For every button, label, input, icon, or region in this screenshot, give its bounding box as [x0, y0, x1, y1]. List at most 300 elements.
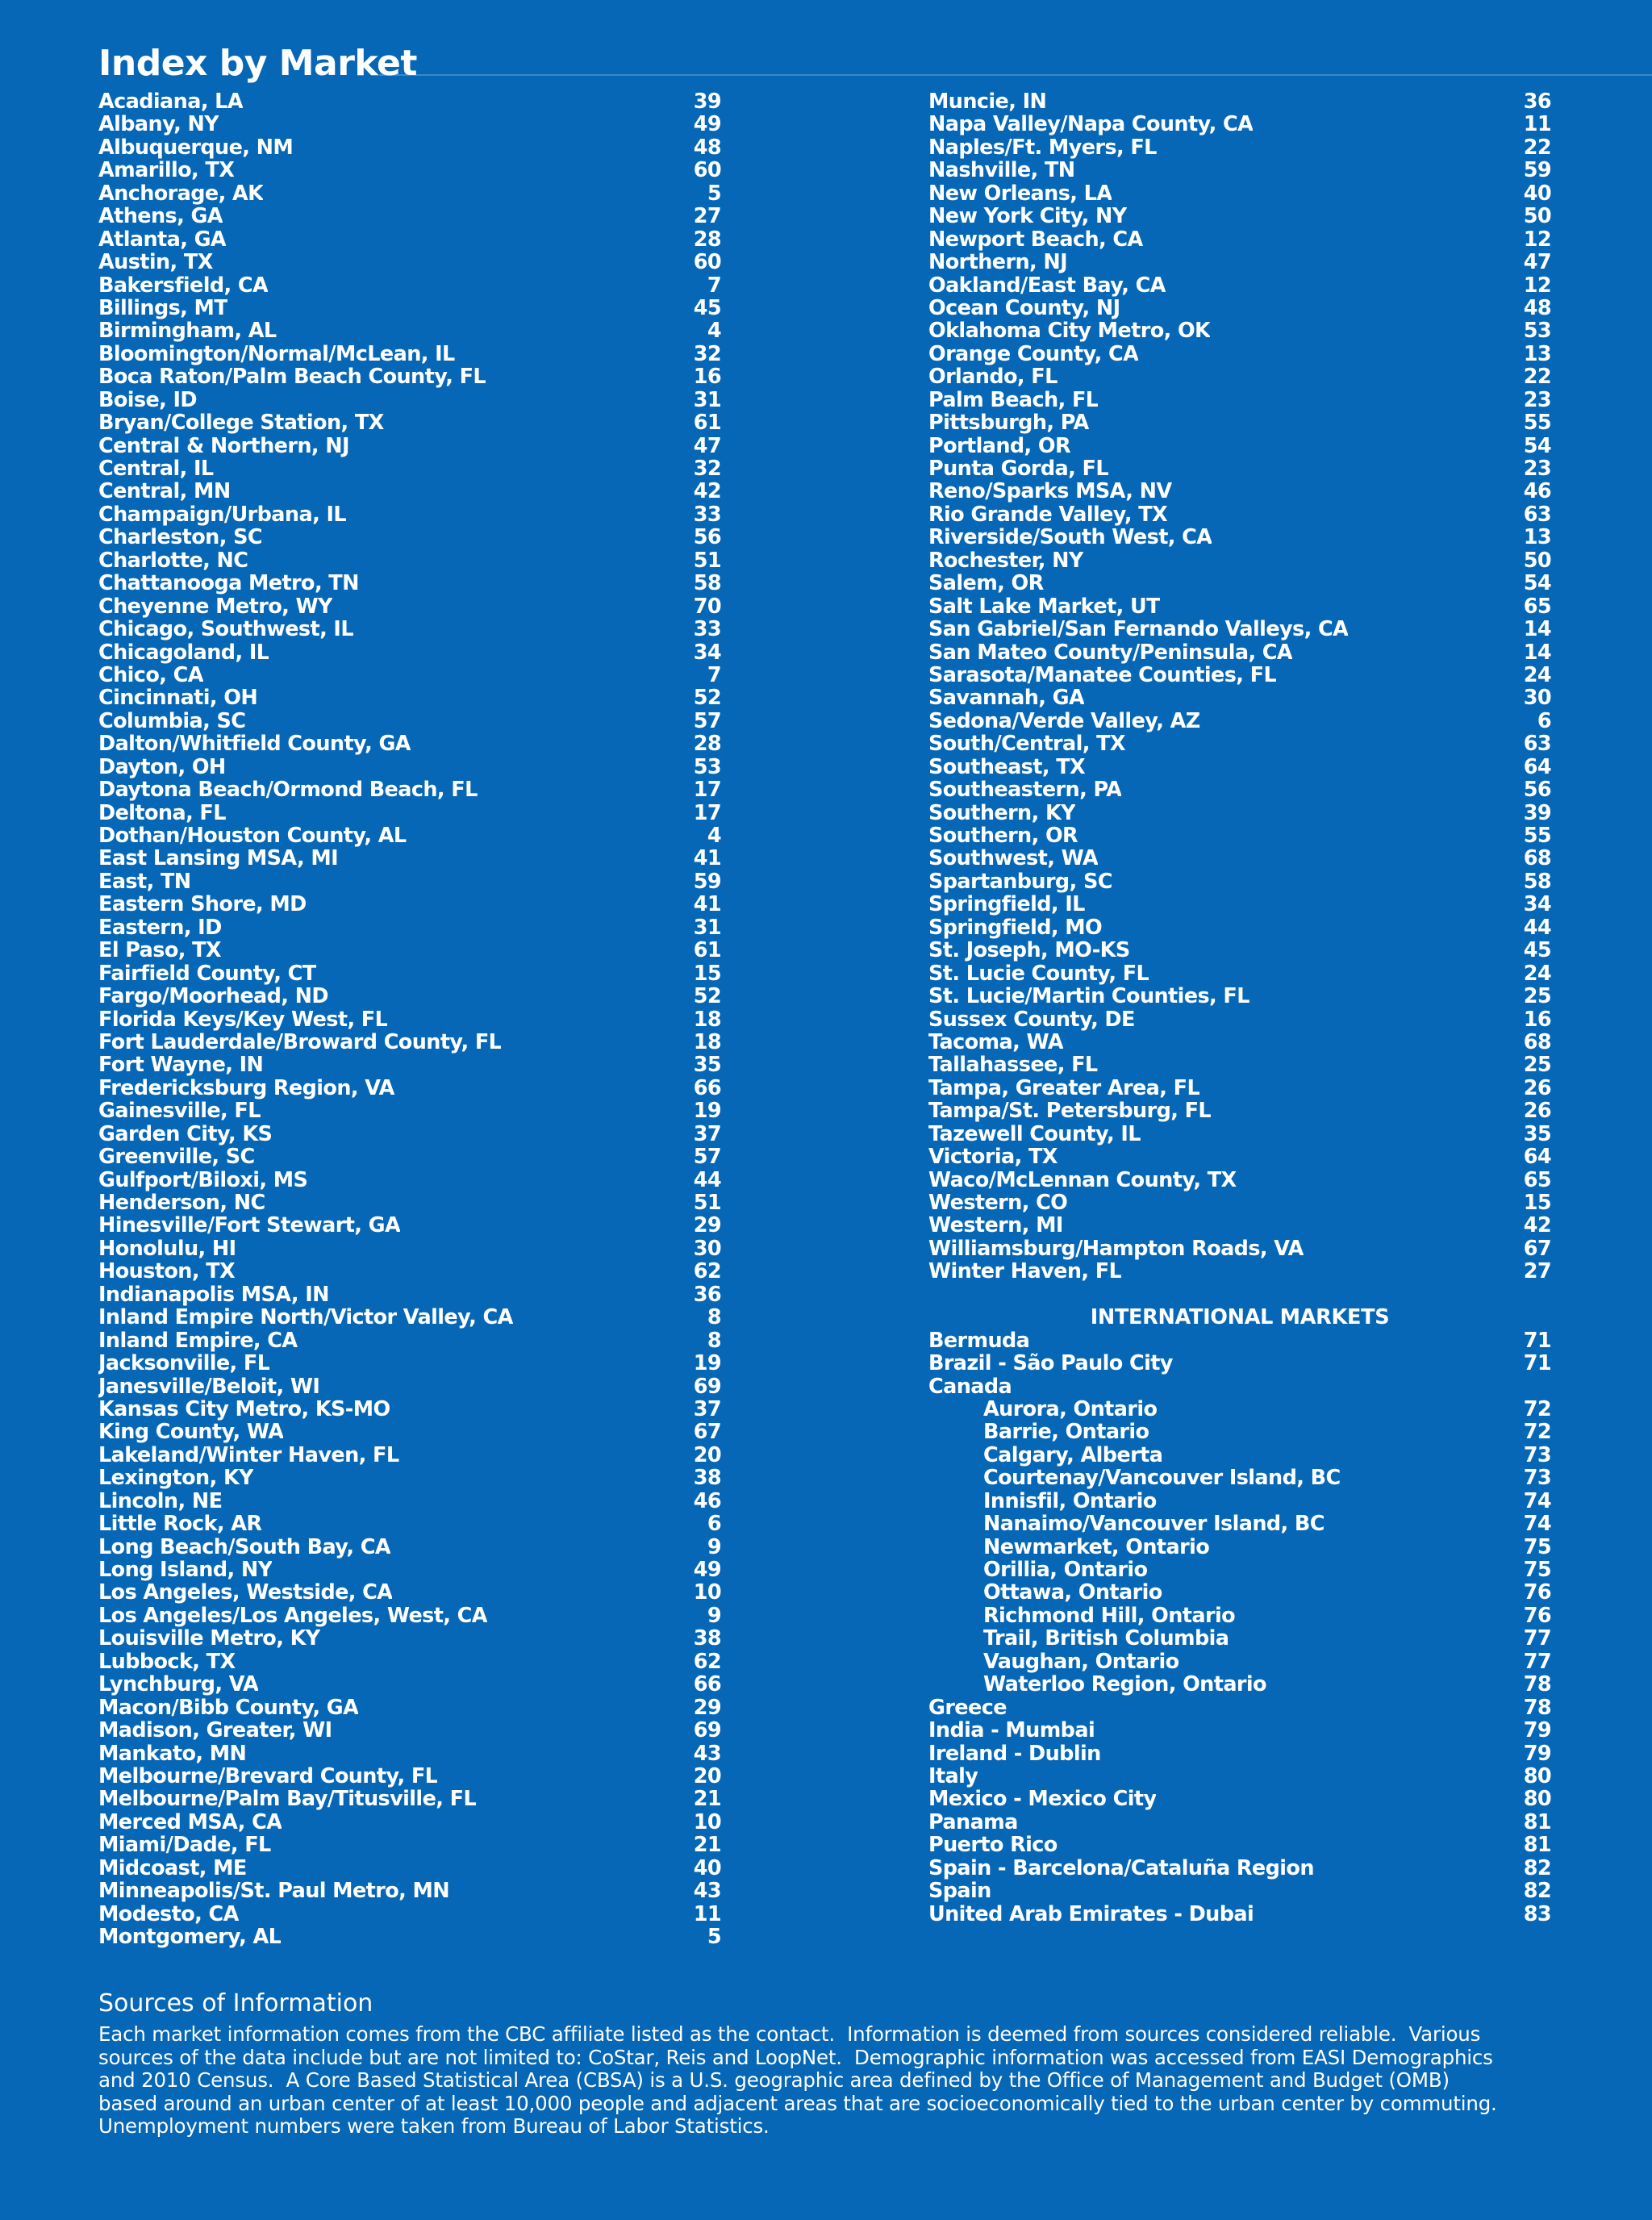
- market-page-number: 20: [693, 1442, 721, 1467]
- market-page-number: 32: [693, 341, 721, 366]
- market-row: [98, 893, 721, 916]
- market-row: [928, 847, 1551, 870]
- market-row: [98, 182, 721, 205]
- sub-market-row: [928, 1444, 1551, 1467]
- market-row: [98, 1650, 721, 1673]
- market-name: Inland Empire, CA: [98, 1329, 298, 1353]
- market-row: [98, 274, 721, 297]
- market-row: [98, 778, 721, 801]
- market-page-number: 78: [1523, 1695, 1551, 1720]
- market-row: [928, 182, 1551, 205]
- market-name: King County, WA: [98, 1421, 284, 1444]
- market-page-number: 24: [1523, 662, 1551, 687]
- market-name: Greece: [928, 1696, 1007, 1720]
- market-row: [98, 1444, 721, 1467]
- market-page-number: 62: [693, 1259, 721, 1284]
- market-page-number: 16: [693, 365, 721, 390]
- market-page-number: 33: [693, 502, 721, 527]
- market-page-number: 55: [1523, 824, 1551, 848]
- sources-title: Sources of Information: [98, 1989, 373, 2018]
- market-name: New York City, NY: [928, 205, 1127, 228]
- market-name: Tacoma, WA: [928, 1030, 1064, 1054]
- market-page-number: 80: [1523, 1787, 1551, 1812]
- market-page-number: 35: [693, 1053, 721, 1078]
- market-page-number: 60: [693, 250, 721, 275]
- market-row: [928, 159, 1551, 182]
- market-row: [98, 1329, 721, 1352]
- market-name: Central, MN: [98, 480, 231, 503]
- market-row: [928, 1903, 1551, 1926]
- market-row: [98, 549, 721, 572]
- market-page-number: 23: [1523, 387, 1551, 412]
- market-row: [98, 1283, 721, 1306]
- market-page-number: 22: [1523, 365, 1551, 390]
- market-row: [98, 343, 721, 365]
- market-row: [98, 503, 721, 526]
- market-name: St. Lucie County, FL: [928, 962, 1149, 986]
- sub-market-row: [928, 1490, 1551, 1513]
- market-name: Birmingham, AL: [98, 319, 277, 343]
- market-row: [98, 686, 721, 709]
- market-row: [98, 1260, 721, 1283]
- market-page-number: 82: [1523, 1855, 1551, 1880]
- market-row: [928, 1375, 1551, 1398]
- market-row: [928, 1031, 1551, 1054]
- market-row: [928, 1169, 1551, 1191]
- sources-line: based around an urban center of at least 10,000 people and adjacent areas that are socioeconomically tied to the urban center by commuting.: [98, 2091, 1497, 2115]
- market-name: Cheyenne Metro, WY: [98, 595, 332, 619]
- market-row: [98, 1398, 721, 1421]
- market-page-number: 27: [1523, 1259, 1551, 1284]
- market-page-number: 57: [693, 1145, 721, 1170]
- market-row: [928, 457, 1551, 480]
- market-row: [98, 1191, 721, 1214]
- market-page-number: 65: [1523, 594, 1551, 619]
- market-name: Trail, British Columbia: [983, 1627, 1229, 1650]
- market-name: Williamsburg/Hampton Roads, VA: [928, 1237, 1304, 1261]
- market-row: [98, 1880, 721, 1902]
- market-row: [98, 1719, 721, 1742]
- market-page-number: 79: [1523, 1741, 1551, 1766]
- market-row: [928, 1237, 1551, 1260]
- market-name: Napa Valley/Napa County, CA: [928, 113, 1254, 136]
- market-page-number: 11: [693, 1901, 721, 1926]
- market-name: Spartanburg, SC: [928, 870, 1112, 894]
- market-name: Newport Beach, CA: [928, 227, 1143, 252]
- market-row: [928, 136, 1551, 159]
- market-page-number: 74: [1523, 1488, 1551, 1513]
- market-row: [928, 664, 1551, 686]
- market-name: Central & Northern, NJ: [98, 434, 349, 457]
- market-row: [98, 1765, 721, 1788]
- market-row: [98, 251, 721, 273]
- market-name: Central, IL: [98, 457, 214, 481]
- market-name: Lubbock, TX: [98, 1650, 236, 1674]
- market-row: [98, 824, 721, 847]
- market-name: Kansas City Metro, KS-MO: [98, 1397, 390, 1421]
- market-row: [928, 1788, 1551, 1810]
- us-markets-continued: [928, 90, 1551, 1283]
- market-page-number: 29: [693, 1213, 721, 1238]
- market-name: Madison, Greater, WI: [98, 1719, 332, 1742]
- market-page-number: 51: [693, 548, 721, 573]
- market-page-number: 69: [693, 1718, 721, 1743]
- market-row: [928, 1145, 1551, 1168]
- market-page-number: 44: [693, 1167, 721, 1192]
- market-page-number: 49: [693, 112, 721, 137]
- market-name: Lynchburg, VA: [98, 1673, 259, 1696]
- market-row: [928, 802, 1551, 824]
- market-name: Florida Keys/Key West, FL: [98, 1008, 388, 1031]
- market-row: [928, 1696, 1551, 1719]
- market-row: [928, 1260, 1551, 1283]
- market-page-number: 45: [1523, 938, 1551, 963]
- market-name: Winter Haven, FL: [928, 1260, 1122, 1283]
- market-page-number: 56: [1523, 778, 1551, 803]
- market-row: [98, 756, 721, 778]
- market-page-number: 7: [707, 273, 721, 298]
- market-row: [928, 297, 1551, 319]
- market-page-number: 63: [1523, 732, 1551, 757]
- market-page-number: 29: [693, 1695, 721, 1720]
- market-row: [928, 411, 1551, 434]
- market-page-number: 68: [1523, 846, 1551, 871]
- market-name: Southwest, WA: [928, 847, 1099, 870]
- market-page-number: 43: [693, 1879, 721, 1904]
- market-page-number: 39: [693, 90, 721, 114]
- market-row: [98, 1077, 721, 1100]
- market-name: Mexico - Mexico City: [928, 1788, 1157, 1811]
- market-row: [98, 1604, 721, 1627]
- market-page-number: 64: [1523, 754, 1551, 779]
- market-page-number: 75: [1523, 1558, 1551, 1582]
- market-name: Albany, NY: [98, 113, 219, 136]
- market-row: [928, 710, 1551, 732]
- market-row: [928, 503, 1551, 526]
- market-page-number: 37: [693, 1396, 721, 1421]
- market-name: Lincoln, NE: [98, 1489, 223, 1513]
- market-name: Dayton, OH: [98, 755, 226, 779]
- market-name: Fort Lauderdale/Broward County, FL: [98, 1030, 502, 1054]
- market-name: Ottawa, Ontario: [983, 1581, 1162, 1604]
- sub-market-row: [928, 1536, 1551, 1559]
- market-row: [98, 802, 721, 824]
- market-row: [98, 1513, 721, 1535]
- market-name: Daytona Beach/Ormond Beach, FL: [98, 778, 478, 802]
- market-page-number: 74: [1523, 1512, 1551, 1537]
- market-row: [98, 113, 721, 136]
- market-row: [98, 1857, 721, 1880]
- market-name: Spain - Barcelona/Cataluña Region: [928, 1856, 1314, 1880]
- market-page-number: 17: [693, 800, 721, 825]
- market-page-number: 49: [693, 1558, 721, 1582]
- market-page-number: 79: [1523, 1718, 1551, 1743]
- market-name: Salt Lake Market, UT: [928, 595, 1160, 619]
- market-row: [98, 1559, 721, 1581]
- market-page-number: 41: [693, 892, 721, 917]
- market-page-number: 75: [1523, 1534, 1551, 1559]
- market-page-number: 5: [707, 181, 721, 206]
- market-name: Gulfport/Biloxi, MS: [98, 1168, 308, 1191]
- market-row: [98, 664, 721, 686]
- market-name: Eastern Shore, MD: [98, 893, 307, 916]
- market-name: San Gabriel/San Fernando Valleys, CA: [928, 618, 1349, 641]
- market-row: [98, 962, 721, 985]
- market-page-number: 59: [1523, 158, 1551, 183]
- market-page-number: 15: [1523, 1191, 1551, 1215]
- market-row: [98, 389, 721, 411]
- market-page-number: 39: [1523, 800, 1551, 825]
- market-page-number: 45: [693, 295, 721, 320]
- market-row: [928, 274, 1551, 297]
- market-row: [98, 1742, 721, 1765]
- market-name: Austin, TX: [98, 251, 213, 274]
- market-row: [98, 916, 721, 939]
- market-name: Waterloo Region, Ontario: [983, 1673, 1266, 1696]
- market-name: Hinesville/Fort Stewart, GA: [98, 1214, 401, 1237]
- market-page-number: 18: [693, 1029, 721, 1054]
- market-row: [928, 1329, 1551, 1352]
- market-row: [928, 824, 1551, 847]
- market-page-number: 42: [1523, 1213, 1551, 1238]
- market-name: Salem, OR: [928, 572, 1044, 595]
- market-page-number: 42: [693, 479, 721, 504]
- market-row: [98, 1788, 721, 1810]
- market-row: [98, 319, 721, 342]
- market-page-number: 77: [1523, 1649, 1551, 1674]
- market-page-number: 78: [1523, 1672, 1551, 1697]
- sub-market-row: [928, 1467, 1551, 1489]
- sub-market-row: [928, 1421, 1551, 1443]
- market-row: [928, 1719, 1551, 1742]
- market-page-number: 6: [1537, 708, 1551, 733]
- market-page-number: 67: [693, 1420, 721, 1445]
- market-page-number: 31: [693, 387, 721, 412]
- market-name: Punta Gorda, FL: [928, 457, 1108, 481]
- market-name: Spain: [928, 1880, 991, 1903]
- market-name: Savannah, GA: [928, 686, 1085, 710]
- market-row: [98, 1421, 721, 1443]
- market-name: Indianapolis MSA, IN: [98, 1283, 329, 1307]
- market-name: Newmarket, Ontario: [983, 1535, 1210, 1559]
- market-name: Tampa/St. Petersburg, FL: [928, 1100, 1212, 1123]
- market-row: [98, 595, 721, 618]
- market-row: [928, 870, 1551, 893]
- market-row: [98, 365, 721, 388]
- market-row: [928, 480, 1551, 503]
- market-name: Tampa, Greater Area, FL: [928, 1076, 1200, 1100]
- market-page-number: 36: [1523, 90, 1551, 114]
- market-page-number: 13: [1523, 525, 1551, 550]
- market-name: Mankato, MN: [98, 1742, 247, 1765]
- market-row: [98, 1903, 721, 1926]
- market-page-number: 17: [693, 778, 721, 803]
- market-row: [98, 618, 721, 641]
- market-page-number: 76: [1523, 1580, 1551, 1605]
- sub-market-row: [928, 1398, 1551, 1421]
- market-name: Southeastern, PA: [928, 778, 1122, 802]
- market-page-number: 30: [1523, 686, 1551, 711]
- market-name: Inland Empire North/Victor Valley, CA: [98, 1306, 513, 1329]
- market-page-number: 66: [693, 1672, 721, 1697]
- sources-section: [98, 1988, 1550, 2139]
- market-name: Oakland/East Bay, CA: [928, 273, 1166, 297]
- market-name: Fort Wayne, IN: [98, 1054, 264, 1077]
- market-page-number: 70: [693, 594, 721, 619]
- market-name: Panama: [928, 1810, 1018, 1834]
- market-page-number: 71: [1523, 1328, 1551, 1353]
- market-name: Honolulu, HI: [98, 1237, 236, 1261]
- market-name: Naples/Ft. Myers, FL: [928, 136, 1157, 160]
- market-page-number: 14: [1523, 617, 1551, 642]
- market-name: St. Lucie/Martin Counties, FL: [928, 985, 1249, 1008]
- market-row: [928, 1214, 1551, 1237]
- market-row: [98, 939, 721, 962]
- market-name: Bakersfield, CA: [98, 273, 269, 297]
- market-page-number: 38: [693, 1466, 721, 1491]
- market-page-number: 27: [693, 204, 721, 229]
- market-page-number: 6: [707, 1512, 721, 1537]
- sub-market-row: [928, 1604, 1551, 1627]
- market-row: [98, 1214, 721, 1237]
- market-name: Springfield, MO: [928, 916, 1103, 940]
- market-name: Louisville Metro, KY: [98, 1627, 320, 1650]
- market-name: Long Island, NY: [98, 1559, 273, 1582]
- market-page-number: 31: [693, 915, 721, 940]
- market-page-number: 15: [693, 961, 721, 986]
- market-name: Chattanooga Metro, TN: [98, 572, 359, 595]
- market-row: [98, 1008, 721, 1031]
- market-page-number: 10: [693, 1580, 721, 1605]
- market-page-number: 16: [1523, 1007, 1551, 1032]
- market-page-number: 60: [693, 158, 721, 183]
- market-name: Midcoast, ME: [98, 1856, 247, 1880]
- market-name: Brazil - São Paulo City: [928, 1352, 1173, 1375]
- market-page-number: 24: [1523, 961, 1551, 986]
- market-page-number: 40: [693, 1855, 721, 1880]
- market-name: Rio Grande Valley, TX: [928, 503, 1168, 527]
- market-name: Western, MI: [928, 1214, 1063, 1237]
- market-name: Eastern, ID: [98, 916, 222, 940]
- market-name: Bryan/College Station, TX: [98, 411, 384, 435]
- market-page-number: 50: [1523, 548, 1551, 573]
- market-row: [928, 893, 1551, 916]
- market-name: Reno/Sparks MSA, NV: [928, 480, 1172, 503]
- market-name: Orlando, FL: [928, 365, 1058, 389]
- market-name: Sarasota/Manatee Counties, FL: [928, 663, 1277, 687]
- market-page-number: 66: [693, 1075, 721, 1100]
- market-page-number: 77: [1523, 1626, 1551, 1651]
- market-name: Montgomery, AL: [98, 1926, 282, 1949]
- market-row: [98, 1536, 721, 1559]
- sub-market-row: [928, 1627, 1551, 1650]
- market-name: Columbia, SC: [98, 709, 246, 733]
- market-row: [928, 778, 1551, 801]
- market-name: Calgary, Alberta: [983, 1443, 1163, 1467]
- market-row: [98, 1490, 721, 1513]
- market-row: [928, 1742, 1551, 1765]
- market-row: [928, 1008, 1551, 1031]
- market-name: Miami/Dade, FL: [98, 1834, 271, 1857]
- market-name: Houston, TX: [98, 1260, 236, 1283]
- market-name: Dothan/Houston County, AL: [98, 824, 407, 848]
- market-name: New Orleans, LA: [928, 182, 1112, 206]
- market-name: Acadiana, LA: [98, 90, 243, 114]
- market-page-number: 28: [693, 227, 721, 252]
- market-name: Jacksonville, FL: [98, 1352, 270, 1375]
- market-row: [98, 411, 721, 434]
- market-name: Muncie, IN: [928, 90, 1047, 114]
- market-row: [928, 939, 1551, 962]
- market-page-number: 55: [1523, 411, 1551, 436]
- market-name: Deltona, FL: [98, 801, 226, 824]
- market-page-number: 58: [1523, 869, 1551, 894]
- market-row: [928, 205, 1551, 227]
- sources-body: [98, 2023, 1550, 2139]
- market-name: Tazewell County, IL: [928, 1122, 1141, 1146]
- market-row: [98, 710, 721, 732]
- market-name: Sussex County, DE: [928, 1008, 1135, 1031]
- market-name: Boise, ID: [98, 388, 197, 412]
- market-page-number: 12: [1523, 273, 1551, 298]
- market-page-number: 69: [693, 1374, 721, 1399]
- market-name: Vaughan, Ontario: [983, 1650, 1179, 1674]
- market-name: Anchorage, AK: [98, 182, 264, 206]
- market-name: Albuquerque, NM: [98, 136, 294, 160]
- market-row: [928, 756, 1551, 778]
- market-row: [928, 389, 1551, 411]
- market-name: Janesville/Beloit, WI: [98, 1375, 320, 1398]
- market-page-number: 61: [693, 411, 721, 436]
- market-name: Champaign/Urbana, IL: [98, 503, 346, 527]
- market-row: [928, 365, 1551, 388]
- market-row: [98, 1237, 721, 1260]
- market-name: Los Angeles/Los Angeles, West, CA: [98, 1604, 487, 1628]
- market-page-number: 61: [693, 938, 721, 963]
- market-page-number: 43: [693, 1741, 721, 1766]
- market-name: Cincinnati, OH: [98, 686, 258, 710]
- sources-line: and 2010 Census. A Core Based Statistical Area (CBSA) is a U.S. geographic area defined by the Office of Management and Budget (OMB): [98, 2068, 1450, 2093]
- market-page-number: 21: [693, 1787, 721, 1812]
- market-page-number: 25: [1523, 984, 1551, 1009]
- market-row: [928, 916, 1551, 939]
- market-name: Puerto Rico: [928, 1834, 1058, 1857]
- market-name: Courtenay/Vancouver Island, BC: [983, 1467, 1341, 1490]
- market-row: [98, 641, 721, 664]
- market-page-number: 8: [707, 1305, 721, 1330]
- market-row: [928, 1765, 1551, 1788]
- market-name: Fargo/Moorhead, ND: [98, 985, 328, 1008]
- market-row: [928, 1834, 1551, 1856]
- market-name: Oklahoma City Metro, OK: [928, 319, 1211, 343]
- market-page-number: 44: [1523, 915, 1551, 940]
- market-name: San Mateo County/Peninsula, CA: [928, 641, 1293, 664]
- market-name: Dalton/Whitfield County, GA: [98, 732, 411, 756]
- market-page-number: 40: [1523, 181, 1551, 206]
- market-row: [98, 205, 721, 227]
- market-row: [98, 1306, 721, 1329]
- market-row: [928, 732, 1551, 755]
- market-row: [98, 1467, 721, 1489]
- sub-market-row: [928, 1559, 1551, 1581]
- market-row: [98, 90, 721, 113]
- market-page-number: 14: [1523, 640, 1551, 665]
- market-name: Billings, MT: [98, 296, 228, 320]
- market-page-number: 73: [1523, 1442, 1551, 1467]
- market-name: Modesto, CA: [98, 1902, 239, 1926]
- market-page-number: 19: [693, 1099, 721, 1124]
- market-name: East, TN: [98, 870, 191, 894]
